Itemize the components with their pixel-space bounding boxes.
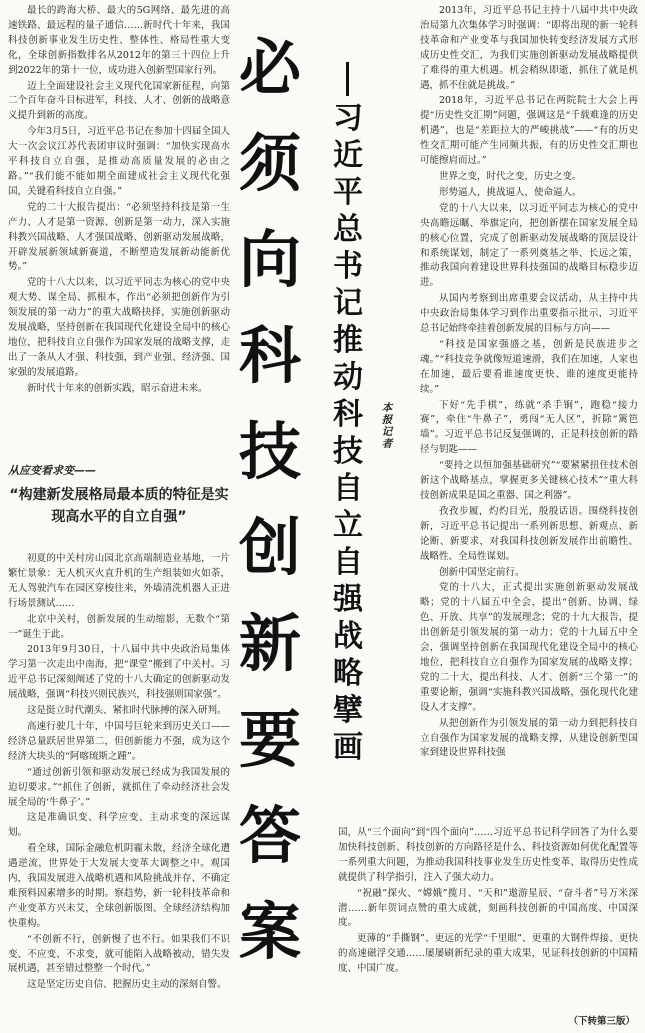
article-paragraph: 这是准确识变、科学应变、主动求变的深远谋划。 xyxy=(8,812,230,839)
subhead-kicker: 从应变看求变—— xyxy=(8,464,96,477)
article-paragraph: 看全球，国际金融危机阴霾未散，经济全球化遭遇逆流，世界处于大发展大变革大调整之中。观国内，我国发展进入战略机遇和风险挑战并存、不确定难预料因素增多的时期。察趋势，新一轮科技革命和产业变革方兴未艾，全球创新版图、全球经济结构加快重构。 xyxy=(8,843,230,929)
article-paragraph: 新时代十年来的创新实践，昭示奋进未来。 xyxy=(27,382,208,394)
article-paragraph: 2013年9月30日，十八届中共中央政治局集体学习第一次走出中南海，把“课堂”搬到了中关村。习近平总书记深刻阐述了党的十八大确定的创新驱动发展战略，强调“科技兴则民族兴，科技强则国家强”。 xyxy=(8,644,230,701)
article-paragraph: 这是挺立时代潮头、紧扣时代脉搏的深入研判。 xyxy=(27,705,227,717)
article-paragraph: 更薄的“手撕钢”、更远的光学“千里眼”、更重的大钢件焊接、更快的高速磁浮交通……屡屡刷新纪录的重大成果，见证科技创新的中国精度、中国广度。 xyxy=(338,933,638,975)
article-paragraph: “通过创新引领和驱动发展已经成为我国发展的迫切要求。”“抓住了创新，就抓住了牵动经济社会发展全局的‘牛鼻子’。” xyxy=(8,766,230,808)
article-paragraph: “祝融”探火、“嫦娥”揽月、“天和”遨游星辰、“奋斗者”号万米深潜……新年贺词点赞的重大成就，刻画科技创新的中国高度、中国深度。 xyxy=(338,887,638,929)
article-paragraph: 高速行驶几十年，中国号巨轮来到历史关口——经济总量跃居世界第二，但创新能力不强，成为这个经济大块头的“阿喀琉斯之踵”。 xyxy=(8,720,230,762)
wide-bottom-column xyxy=(338,826,638,1026)
article-paragraph: 2013年，习近平总书记主持十八届中共中央政治局第九次集体学习时强调：“即将出现的新一轮科技革命和产业变革与我国加快转变经济发展方式形成历史性交汇，为我们实施创新驱动发展战略提供了难得的重大机遇。机会稍纵即逝，抓住了就是机遇，抓不住就是挑战。” xyxy=(420,5,638,91)
article-paragraph: 初夏的中关村房山园北京高端制造业基地，一片繁忙景象：无人机灭火直升机的生产组装如火如荼，无人驾驶汽车在园区穿梭往来，外墙清洗机器人正进行场景测试…… xyxy=(8,553,230,609)
article-paragraph: 从国内考察到出席重要会议活动，从主持中共中央政治局集体学习到作出重要指示批示，习近平总书记始终牵挂着创新发展的目标与方向—— xyxy=(420,293,638,335)
article-paragraph: 党的十八大以来，以习近平同志为核心的党中央高瞻远瞩、举旗定向，把创新摆在国家发展全局的核心位置，完成了创新驱动发展战略的顶层设计和系统谋划，制定了一系列奠基之举、长远之策，推动我国向着建设世界科技强国的战略目标稳步迈进。 xyxy=(420,202,638,289)
article-paragraph: 形势逼人，挑战逼人，使命逼人。 xyxy=(439,186,582,198)
article-paragraph: 下好“先手棋”，练就“杀手锏”，跑稳“接力赛”，牵住“牛鼻子”，勇闯“无人区”，折除“篱笆墙”。习近平总书记反复强调的，正是科技创新的路径与钥匙—— xyxy=(420,399,638,456)
subtitle-dash xyxy=(346,62,349,96)
left-bottom-column xyxy=(8,552,230,1030)
article-paragraph: 2018年，习近平总书记在两院院士大会上再提“历史性交汇期”问题，强调这是“千载难逢的历史机遇”，也是“差距拉大的严峻挑战”——“有的历史性交汇期可能产生同频共振，有的历史性交汇期也可能擦肩而过。” xyxy=(420,95,638,167)
byline: 本报记者 xyxy=(381,402,393,450)
article-paragraph: 迈上全面建设社会主义现代化国家新征程，向第二个百年奋斗目标进军，科技、人才、创新的战略意义提升到新的高度。 xyxy=(8,80,230,122)
article-paragraph: 世界之变，时代之变，历史之变。 xyxy=(439,170,582,182)
article-paragraph: 最长的跨海大桥、最大的5G网络、最先进的高速铁路、最远程的量子通信……新时代十年来，我国科技创新事业发生历史性、整体性、格局性重大变化，全球创新指数排名从2012年的第三十四位上升到2022年的第十一位，成功进入创新型国家行列。 xyxy=(8,5,230,76)
section-subhead xyxy=(8,462,230,528)
article-paragraph: “科技是国家强盛之基，创新是民族进步之魂。”“科技竞争就像短道速滑，我们在加速，人家也在加速，最后要看谁速度更快、谁的速度更能持续。” xyxy=(420,338,638,395)
article-paragraph: “不创新不行，创新慢了也不行。如果我们不识变、不应变、不求变，就可能陷入战略被动，错失发展机遇，甚至错过整整一个时代。” xyxy=(8,933,230,975)
article-paragraph: 孜孜步履，灼灼目光，殷殷话语。围绕科技创新，习近平总书记提出一系列新思想、新观点、新论断、新要求，对我国科技创新发展作出前瞻性、战略性、全局性谋划。 xyxy=(420,505,638,562)
article-paragraph: 党的二十大报告提出：“必须坚持科技是第一生产力、人才是第一资源、创新是第一动力，深入实施科教兴国战略、人才强国战略、创新驱动发展战略，开辟发展新领域新赛道，不断塑造发展新动能新优势。” xyxy=(8,201,230,273)
article-paragraph: 党的十八大以来，以习近平同志为核心的党中央观大势、谋全局、抓根本，作出“必须把创新作为引领发展的第一动力”的重大战略抉择，实施创新驱动发展战略，坚持创新在我国现代化建设全局中的核心地位，把科技自立自强作为国家发展的战略支撑，走出了一条从人才强、科技强，到产业强、经济强、国家强的发展道路。 xyxy=(8,277,230,378)
article-paragraph: 今年3月5日，习近平总书记在参加十四届全国人大一次会议江苏代表团审议时强调：“加快实现高水平科技自立自强，是推动高质量发展的必由之路。”“我们能不能如期全面建成社会主义现代化强国，关键看科技自立自强。” xyxy=(8,126,230,197)
article-paragraph: 从把创新作为引领发展的第一动力到把科技自立自强作为国家发展的战略支撑，从建设创新型国家到建设世界科技强 xyxy=(420,717,638,759)
article-paragraph: “要持之以恒加强基础研究”“要紧紧扭住技术创新这个战略基点，掌握更多关键核心技术”“重大科技创新成果是国之重器、国之利器”。 xyxy=(420,460,638,501)
main-headline: 必须向科技创新要答案 xyxy=(238,31,301,968)
article-paragraph: 这是坚定历史自信、把握历史主动的深刻自警。 xyxy=(27,979,227,991)
article-paragraph: 国，从“三个面向”到“四个面向”……习近平总书记科学回答了为什么要加快科技创新、科技创新的方向路径是什么、科技资源如何优化配置等一系列重大问题，为推动我国科技事业发生历史性变革、取得历史性成就提供了科学指引，注入了强大动力。 xyxy=(338,827,638,883)
article-paragraph: 党的十八大，正式提出实施创新驱动发展战略；党的十八届五中全会，提出“创新、协调、绿色、开放、共享”的发展理念；党的十九大报告，提出创新是引领发展的第一动力；党的十九届五中全会，强调坚持创新在我国现代化建设全局中的核心地位，把科技自立自强作为国家发展的战略支撑；党的二十大，提出科技、人才、创新“三个第一”的重要论断，强调“实施科教兴国战略，强化现代化建设人才支撑”。 xyxy=(420,582,638,713)
left-top-column xyxy=(8,4,230,452)
right-top-column xyxy=(420,4,638,824)
article-paragraph: 北京中关村，创新发展的生动缩影，无数个“第一”诞生于此。 xyxy=(8,613,230,640)
article-paragraph: 创新中国坚定前行。 xyxy=(439,566,525,578)
sub-headline: 习近平总书记推动科技自立自强战略擘画 xyxy=(333,101,363,765)
continued-note: （下转第三版） xyxy=(568,1016,635,1027)
subhead-title: “构建新发展格局最本质的特征是实现高水平的自立自强” xyxy=(9,487,229,525)
